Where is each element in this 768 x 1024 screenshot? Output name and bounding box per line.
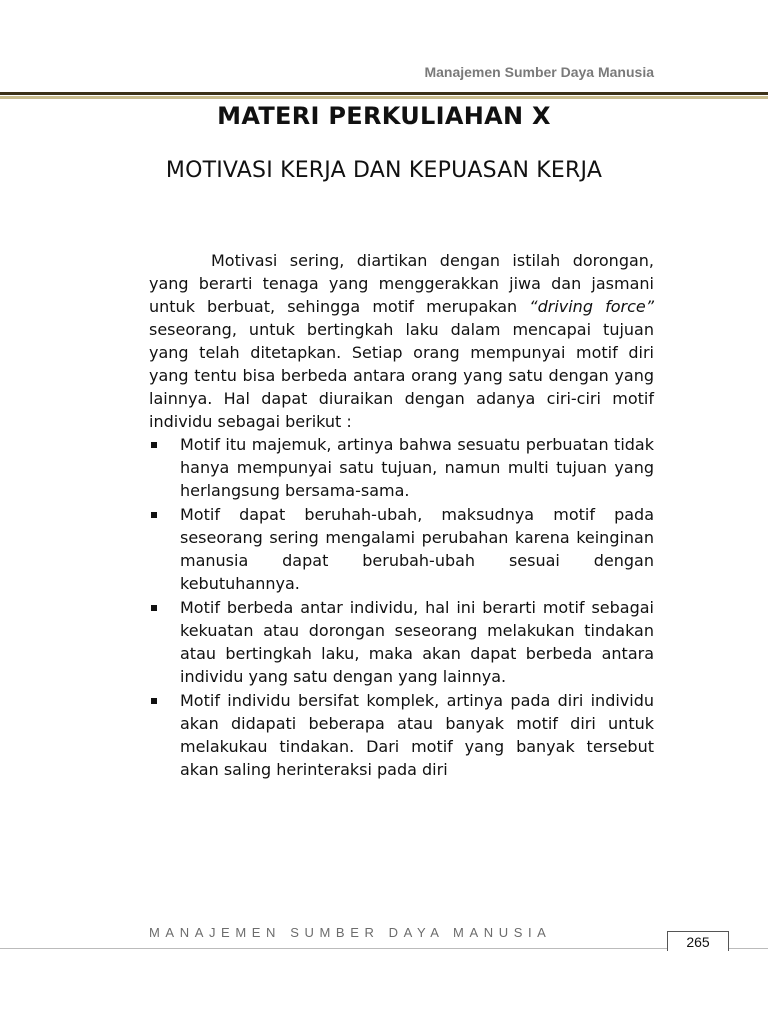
chapter-subtitle: MOTIVASI KERJA DAN KEPUASAN KERJA [165,158,603,183]
intro-paragraph [149,249,654,433]
header-rule-accent [0,96,768,99]
list-item [149,689,654,781]
list-item [149,596,654,688]
page-number: 265 [667,931,729,951]
list-item [149,503,654,595]
body-text [149,249,654,782]
list-item [149,433,654,502]
motif-characteristics-list [149,433,654,781]
running-footer: MANAJEMEN SUMBER DAYA MANUSIA [149,925,552,940]
square-bullet-icon [151,442,157,448]
intro-text-start: Motivasi sering, diartikan dengan istilah dorongan, yang berarti tenaga yang menggerakkan jiwa dan jasmani untuk berbuat, sehingga motif merupakan [149,251,654,316]
square-bullet-icon [151,605,157,611]
chapter-title: MATERI PERKULIAHAN X [217,102,551,130]
running-header: Manajemen Sumber Daya Manusia [424,64,654,80]
list-item-text: Motif berbeda antar individu, hal ini berarti motif sebagai kekuatan atau dorongan seseorang melakukan tindakan atau bertingkah laku, maka akan dapat berbeda antara individu yang satu dengan yang lainnya. [180,598,654,686]
list-item-text: Motif individu bersifat komplek, artinya pada diri individu akan didapati beberapa atau banyak motif diri untuk melakukau tindakan. Dari motif yang banyak tersebut akan saling herinteraksi pada diri [180,691,654,779]
intro-italic-term: “driving force” [529,297,655,316]
header-rule [0,92,768,95]
list-item-text: Motif itu majemuk, artinya bahwa sesuatu perbuatan tidak hanya mempunyai satu tujuan, namun multi tujuan yang herlangsung bersama-sama. [180,435,654,500]
intro-text-end: seseorang, untuk bertingkah laku dalam mencapai tujuan yang telah ditetapkan. Setiap orang mempunyai motif diri yang tentu bisa berbeda antara orang yang satu dengan yang lainnya. Hal dapat diuraikan dengan adanya ciri-ciri motif individu sebagai berikut : [149,320,654,431]
square-bullet-icon [151,512,157,518]
square-bullet-icon [151,698,157,704]
list-item-text: Motif dapat beruhah-ubah, maksudnya motif pada seseorang sering mengalami perubahan karena keinginan manusia dapat berubah-ubah sesuai dengan kebutuhannya. [180,505,654,593]
footer-rule [0,948,768,949]
